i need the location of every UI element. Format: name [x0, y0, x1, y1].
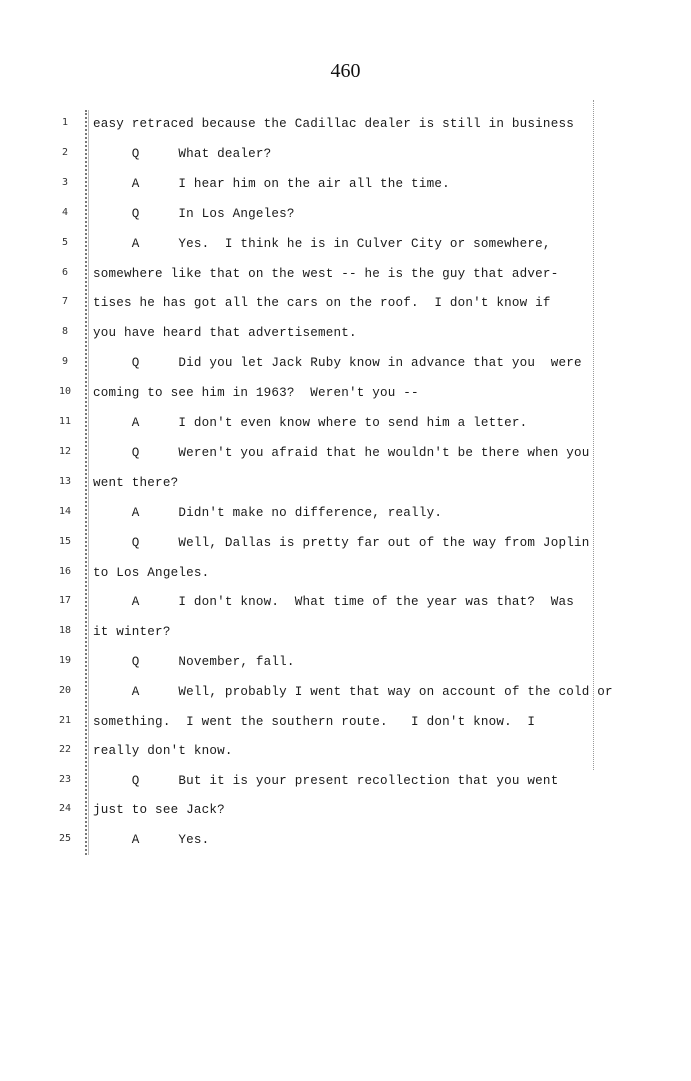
line-number: 19	[58, 655, 72, 666]
right-margin-rule	[593, 100, 594, 770]
transcript-line: just to see Jack?	[93, 803, 225, 817]
line-number: 3	[61, 177, 69, 188]
line-number: 15	[58, 536, 72, 547]
transcript-line: tises he has got all the cars on the roof. I don't know if	[93, 296, 551, 310]
transcript-line: Q Weren't you afraid that he wouldn't be there when you	[93, 446, 590, 460]
transcript-line: A Yes. I think he is in Culver City or somewhere,	[93, 237, 551, 251]
transcript-line: something. I went the southern route. I don't know. I	[93, 715, 536, 729]
line-number: 4	[61, 207, 69, 218]
transcript-line: Q Well, Dallas is pretty far out of the way from Joplin	[93, 536, 590, 550]
page-number: 460	[330, 60, 361, 82]
line-number: 6	[61, 267, 69, 278]
transcript-line: A Well, probably I went that way on account of the cold or	[93, 685, 613, 699]
line-number: 23	[58, 774, 72, 785]
transcript-line: you have heard that advertisement.	[93, 326, 357, 340]
line-number: 10	[58, 386, 72, 397]
line-number: 1	[61, 117, 69, 128]
line-number: 12	[58, 446, 72, 457]
transcript-line: Q But it is your present recollection that you went	[93, 774, 559, 788]
line-number: 22	[58, 744, 72, 755]
line-number: 5	[61, 237, 69, 248]
line-number: 13	[58, 476, 72, 487]
transcript-line: to Los Angeles.	[93, 566, 210, 580]
line-number: 16	[58, 566, 72, 577]
transcript-line: A I hear him on the air all the time.	[93, 177, 450, 191]
transcript-line: A I don't even know where to send him a letter.	[93, 416, 528, 430]
left-margin-rule	[85, 110, 87, 855]
transcript-line: really don't know.	[93, 744, 233, 758]
line-number: 21	[58, 715, 72, 726]
line-number: 17	[58, 595, 72, 606]
transcript-line: Q What dealer?	[93, 147, 272, 161]
transcript-line: Q November, fall.	[93, 655, 295, 669]
transcript-line: A I don't know. What time of the year was that? Was	[93, 595, 574, 609]
left-margin-rule-inner	[88, 110, 89, 855]
transcript-line: Q In Los Angeles?	[93, 207, 295, 221]
transcript-line: went there?	[93, 476, 179, 490]
line-number: 24	[58, 803, 72, 814]
line-number: 9	[61, 356, 69, 367]
transcript-line: Q Did you let Jack Ruby know in advance that you were	[93, 356, 582, 370]
transcript-line: coming to see him in 1963? Weren't you --	[93, 386, 419, 400]
transcript-line: it winter?	[93, 625, 171, 639]
line-number: 2	[61, 147, 69, 158]
line-number: 14	[58, 506, 72, 517]
transcript-line: A Didn't make no difference, really.	[93, 506, 443, 520]
line-number: 7	[61, 296, 69, 307]
transcript-line: A Yes.	[93, 833, 210, 847]
line-number: 20	[58, 685, 72, 696]
line-number: 18	[58, 625, 72, 636]
line-number: 11	[58, 416, 72, 427]
transcript-line: easy retraced because the Cadillac dealer is still in business	[93, 117, 574, 131]
line-number: 25	[58, 833, 72, 844]
line-number: 8	[61, 326, 69, 337]
transcript-line: somewhere like that on the west -- he is the guy that adver-	[93, 267, 559, 281]
